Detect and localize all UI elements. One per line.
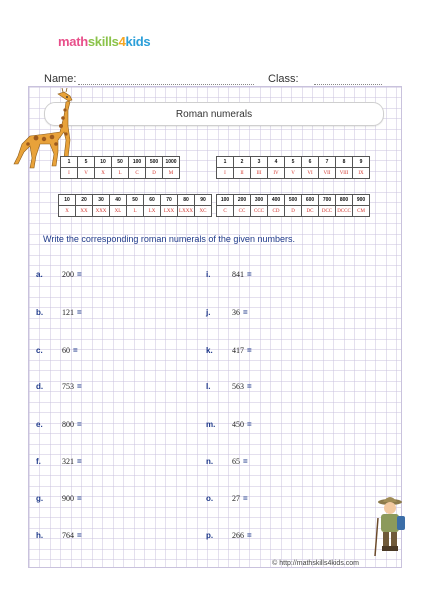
table-cell: DC [302, 206, 319, 217]
question-label: d. [36, 382, 44, 391]
question-value: 65 [232, 457, 240, 466]
question-p [206, 531, 252, 540]
table-cell: CD [268, 206, 285, 217]
equals-sign: = [247, 382, 252, 391]
question-a [36, 270, 82, 279]
table-cell: 5 [285, 157, 302, 168]
table-cell: M [163, 168, 180, 179]
table-cell: 40 [110, 195, 127, 206]
logo-part-4: 4 [118, 34, 126, 49]
equals-sign: = [77, 308, 82, 317]
name-field[interactable] [78, 84, 254, 85]
table-cell: 600 [302, 195, 319, 206]
roman-table-tens [58, 194, 212, 217]
table-cell: V [78, 168, 95, 179]
question-label: h. [36, 531, 44, 540]
table-cell: I [217, 168, 234, 179]
table-cell: 60 [144, 195, 161, 206]
equals-sign: = [247, 531, 252, 540]
table-cell: VI [302, 168, 319, 179]
question-value: 121 [62, 308, 74, 317]
roman-table-hundreds [216, 194, 370, 217]
table-cell: 90 [195, 195, 212, 206]
table-number-row [217, 157, 370, 168]
table-cell: 800 [336, 195, 353, 206]
question-label: a. [36, 270, 43, 279]
table-cell: XXX [93, 206, 110, 217]
question-j [206, 308, 248, 317]
class-field[interactable] [314, 84, 382, 85]
table-roman-row [217, 206, 370, 217]
table-cell: 2 [234, 157, 251, 168]
question-value: 36 [232, 308, 240, 317]
table-cell: LX [144, 206, 161, 217]
question-value: 753 [62, 382, 74, 391]
table-cell: LXXX [178, 206, 195, 217]
question-label: b. [36, 308, 44, 317]
question-d [36, 382, 82, 391]
table-cell: 9 [353, 157, 370, 168]
logo-part-kids: kids [125, 34, 151, 49]
table-cell: DCC [319, 206, 336, 217]
question-value: 841 [232, 270, 244, 279]
table-cell: D [285, 206, 302, 217]
table-cell: 500 [285, 195, 302, 206]
question-k [206, 346, 252, 355]
question-i [206, 270, 252, 279]
table-roman-row [59, 206, 212, 217]
table-cell: CCC [251, 206, 268, 217]
worksheet-title [44, 102, 384, 126]
equals-sign: = [73, 346, 78, 355]
question-value: 417 [232, 346, 244, 355]
question-label: e. [36, 420, 43, 429]
table-cell: VIII [336, 168, 353, 179]
table-cell: 200 [234, 195, 251, 206]
question-b [36, 308, 82, 317]
table-cell: X [59, 206, 76, 217]
question-value: 27 [232, 494, 240, 503]
table-cell: 500 [146, 157, 163, 168]
logo-part-skills: skills [87, 34, 119, 49]
question-value: 563 [232, 382, 244, 391]
question-value: 266 [232, 531, 244, 540]
question-f [36, 457, 82, 466]
table-cell: XC [195, 206, 212, 217]
question-o [206, 494, 248, 503]
logo-part-math: math [58, 34, 88, 49]
table-cell: 10 [95, 157, 112, 168]
equals-sign: = [77, 382, 82, 391]
table-cell: I [61, 168, 78, 179]
table-cell: 7 [319, 157, 336, 168]
instruction-text: Write the corresponding roman numerals of the given numbers. [43, 234, 295, 244]
table-cell: 70 [161, 195, 178, 206]
table-cell: 6 [302, 157, 319, 168]
table-cell: IV [268, 168, 285, 179]
equals-sign: = [247, 420, 252, 429]
question-value: 450 [232, 420, 244, 429]
title-text: Roman numerals [175, 108, 253, 120]
question-value: 900 [62, 494, 74, 503]
table-cell: 100 [217, 195, 234, 206]
table-cell: 80 [178, 195, 195, 206]
question-value: 200 [62, 270, 74, 279]
equals-sign: = [247, 270, 252, 279]
question-label: i. [206, 270, 211, 279]
question-e [36, 420, 82, 429]
question-l [206, 382, 252, 391]
table-cell: VII [319, 168, 336, 179]
table-roman-row [61, 168, 180, 179]
equals-sign: = [77, 420, 82, 429]
question-label: l. [206, 382, 211, 391]
equals-sign: = [243, 494, 248, 503]
footer-copyright: © http://mathskills4kids.com [272, 560, 359, 567]
table-cell: IX [353, 168, 370, 179]
table-cell: III [251, 168, 268, 179]
table-cell: X [95, 168, 112, 179]
table-cell: 100 [129, 157, 146, 168]
table-cell: L [112, 168, 129, 179]
question-value: 321 [62, 457, 74, 466]
table-cell: 400 [268, 195, 285, 206]
table-cell: CM [353, 206, 370, 217]
table-cell: 50 [127, 195, 144, 206]
table-cell: 700 [319, 195, 336, 206]
question-value: 764 [62, 531, 74, 540]
table-cell: C [129, 168, 146, 179]
table-number-row [61, 157, 180, 168]
table-cell: 1 [61, 157, 78, 168]
table-number-row [217, 195, 370, 206]
question-value: 60 [62, 346, 70, 355]
question-n [206, 457, 248, 466]
table-cell: V [285, 168, 302, 179]
table-cell: CC [234, 206, 251, 217]
site-logo [58, 34, 150, 49]
question-label: n. [206, 457, 214, 466]
table-cell: 8 [336, 157, 353, 168]
equals-sign: = [77, 270, 82, 279]
table-roman-row [217, 168, 370, 179]
table-cell: II [234, 168, 251, 179]
class-label: Class: [268, 73, 299, 85]
table-cell: 5 [78, 157, 95, 168]
question-label: f. [36, 457, 41, 466]
table-cell: 4 [268, 157, 285, 168]
table-cell: 300 [251, 195, 268, 206]
table-cell: 1 [217, 157, 234, 168]
question-g [36, 494, 82, 503]
equals-sign: = [77, 531, 82, 540]
question-label: g. [36, 494, 44, 503]
question-label: c. [36, 346, 43, 355]
question-c [36, 346, 78, 355]
question-h [36, 531, 82, 540]
table-cell: 10 [59, 195, 76, 206]
table-cell: L [127, 206, 144, 217]
question-label: p. [206, 531, 214, 540]
explorer-kid-icon [372, 494, 408, 558]
table-cell: 1000 [163, 157, 180, 168]
equals-sign: = [77, 494, 82, 503]
table-cell: 3 [251, 157, 268, 168]
table-cell: 30 [93, 195, 110, 206]
table-cell: 50 [112, 157, 129, 168]
table-cell: LXX [161, 206, 178, 217]
roman-table-basic [60, 156, 180, 179]
question-value: 800 [62, 420, 74, 429]
table-cell: 900 [353, 195, 370, 206]
question-label: m. [206, 420, 216, 429]
table-cell: 20 [76, 195, 93, 206]
question-label: k. [206, 346, 213, 355]
question-m [206, 420, 252, 429]
equals-sign: = [243, 457, 248, 466]
roman-table-ones [216, 156, 370, 179]
table-cell: C [217, 206, 234, 217]
question-label: o. [206, 494, 214, 503]
table-cell: DCCC [336, 206, 353, 217]
table-cell: XX [76, 206, 93, 217]
question-label: j. [206, 308, 211, 317]
equals-sign: = [247, 346, 252, 355]
table-cell: D [146, 168, 163, 179]
equals-sign: = [243, 308, 248, 317]
table-number-row [59, 195, 212, 206]
table-cell: XL [110, 206, 127, 217]
equals-sign: = [77, 457, 82, 466]
name-label: Name: [44, 73, 77, 85]
